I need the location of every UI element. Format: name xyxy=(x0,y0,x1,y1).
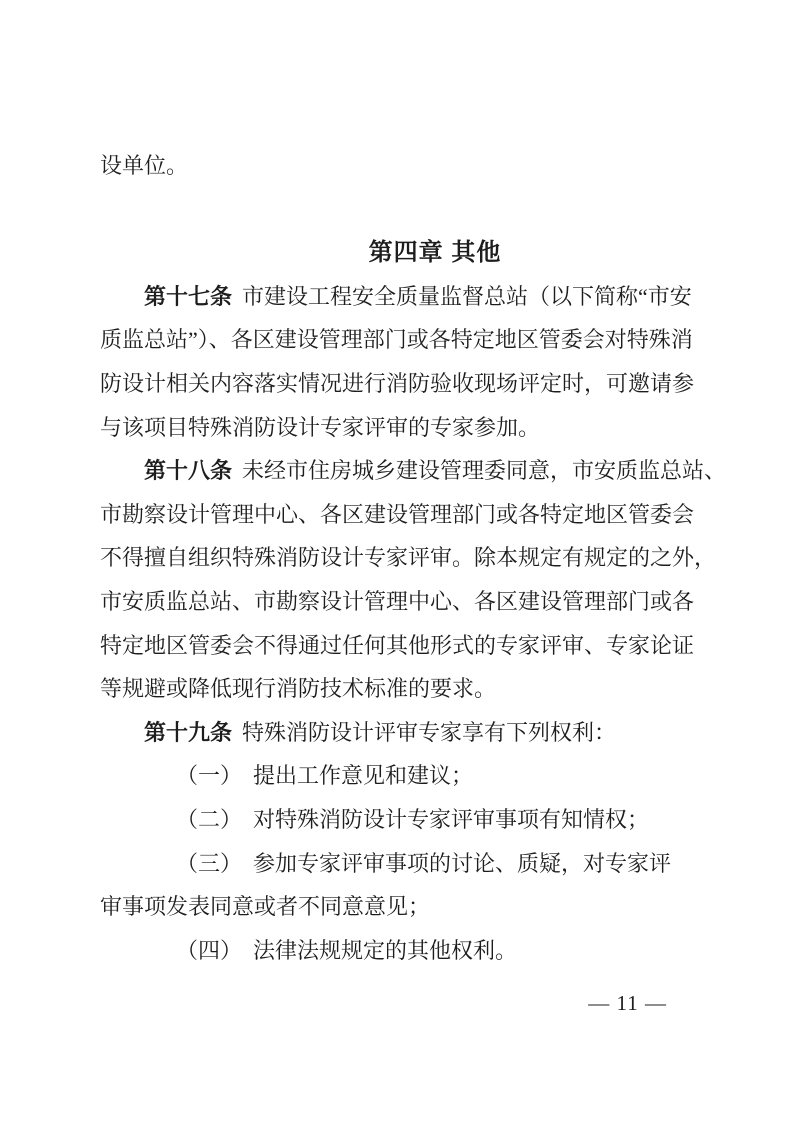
line-text: （一） 提出工作意见和建议； xyxy=(176,763,474,789)
body-line xyxy=(100,144,718,188)
line-text: 特定地区管委会不得通过任何其他形式的专家评审、专家论证 xyxy=(100,632,695,658)
chapter-heading: 第四章 其他 xyxy=(368,239,502,267)
body-line xyxy=(100,580,718,624)
page-number: — 11 — xyxy=(588,991,667,1015)
line-text: 未经市住房城乡建设管理委同意，市安质监总站、 xyxy=(242,458,727,484)
body-line xyxy=(100,406,718,450)
line-text: 与该项目特殊消防设计专家评审的专家参加。 xyxy=(100,414,541,440)
line-text: 特殊消防设计评审专家享有下列权利： xyxy=(242,719,617,745)
body-line xyxy=(100,885,718,929)
line-text: 防设计相关内容落实情况进行消防验收现场评定时，可邀请参 xyxy=(100,370,695,396)
body-line xyxy=(100,449,727,493)
body-line xyxy=(100,754,718,798)
line-text: 市安质监总站、市勘察设计管理中心、各区建设管理部门或各 xyxy=(100,588,695,614)
article-number: 第十九条 xyxy=(144,719,233,745)
line-text: 市勘察设计管理中心、各区建设管理部门或各特定地区管委会 xyxy=(100,501,695,527)
body-line xyxy=(100,711,718,755)
body-line xyxy=(100,536,718,580)
body-line xyxy=(100,798,718,842)
line-text: 质监总站”）、各区建设管理部门或各特定地区管委会对特殊消 xyxy=(100,327,693,353)
body-line xyxy=(100,667,718,711)
line-text: 设单位。 xyxy=(100,153,189,178)
body-line xyxy=(100,624,718,668)
line-text: （二） 对特殊消防设计专家评审事项有知情权； xyxy=(176,806,650,832)
blank-line xyxy=(100,188,718,232)
document-lines xyxy=(100,144,727,972)
article-number: 第十八条 xyxy=(144,458,233,484)
line-text: 等规避或降低现行消防技术标准的要求。 xyxy=(100,676,497,702)
line-text: 审事项发表同意或者不同意意见； xyxy=(100,894,431,920)
body-line xyxy=(100,493,718,537)
line-text: 不得擅自组织特殊消防设计专家评审。除本规定有规定的之外， xyxy=(100,545,717,571)
line-text: （三） 参加专家评审事项的讨论、质疑，对专家评 xyxy=(176,850,672,876)
body-line xyxy=(100,318,718,362)
body-line xyxy=(100,362,718,406)
body-line xyxy=(100,929,718,973)
body-line xyxy=(100,275,718,319)
line-text: （四） 法律法规规定的其他权利。 xyxy=(176,937,518,963)
article-number: 第十七条 xyxy=(144,283,233,309)
body-line xyxy=(100,842,718,886)
line-text: 市建设工程安全质量监督总站（以下简称“市安 xyxy=(242,283,692,309)
